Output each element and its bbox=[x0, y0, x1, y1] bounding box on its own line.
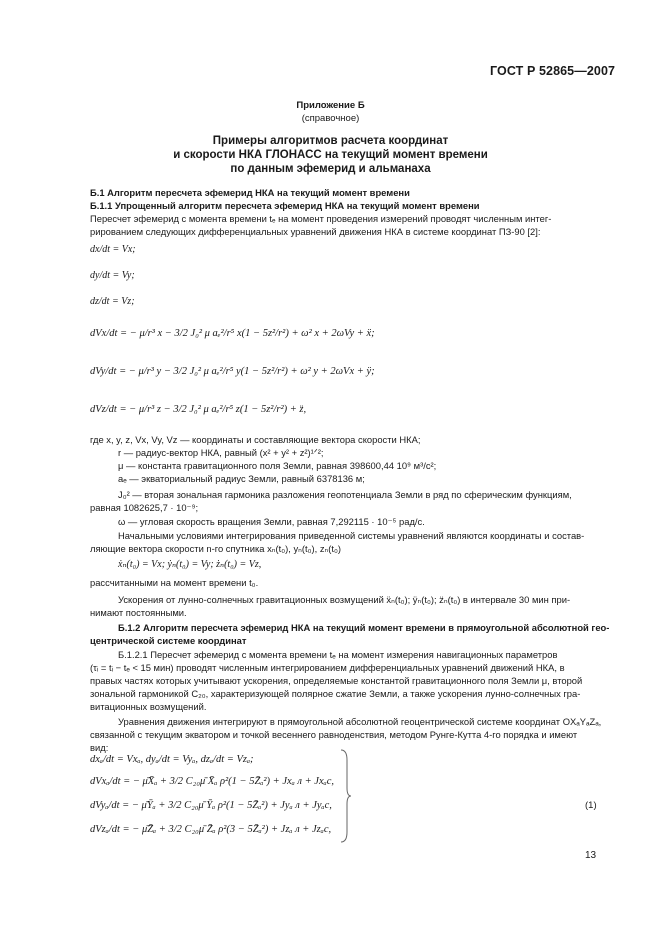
b1221-line-4: зональной гармоникой C₂₀, характеризующей полярное сжатие Земли, а также ускорения лунно-солнечных гра- bbox=[90, 688, 581, 699]
where-line-5: J₀² — вторая зональная гармоника разложения геопотенциала Земли в ряд по сферическим функциям, bbox=[118, 489, 572, 500]
where-line-6: равная 1082625,7 · 10⁻⁹; bbox=[90, 502, 199, 513]
standard-code: ГОСТ Р 52865—2007 bbox=[490, 64, 616, 78]
equation-dy: dy/dt = Vy; bbox=[90, 270, 135, 281]
system-equation-4: dVzₐ/dt = − μ̄Z̄ₐ + 3/2 C₂₀μ̄ Z̄ₐ ρ²(3 − 5Z̄ₐ²) + Jzₐ л + Jzₐc, bbox=[90, 824, 332, 835]
intro-text-line-2: рированием следующих дифференциальных уравнений движения НКА в системе координат ПЗ-90 [2]: bbox=[90, 226, 541, 237]
section-heading-b1: Б.1 Алгоритм пересчета эфемерид НКА на текущий момент времени bbox=[90, 187, 410, 198]
motion-equations-line-3: вид: bbox=[90, 742, 109, 753]
equation-number: (1) bbox=[585, 800, 597, 811]
appendix-label: Приложение Б bbox=[296, 100, 365, 111]
equation-dvy: dVy/dt = − μ/r³ y − 3/2 J₀² μ aₑ²/r⁵ y(1 − 5z²/r²) + ω² y + 2ωVx + ÿ; bbox=[90, 366, 375, 377]
initial-conditions-line-3: рассчитанными на момент времени t₀. bbox=[90, 577, 259, 588]
appendix-title-line-2: и скорости НКА ГЛОНАСС на текущий момент времени bbox=[173, 149, 488, 161]
where-line-2: r — радиус-вектор НКА, равный (x² + y² + z²)¹ᐟ²; bbox=[118, 447, 324, 458]
appendix-title-line-1: Примеры алгоритмов расчета координат bbox=[212, 135, 449, 147]
page-number: 13 bbox=[585, 850, 597, 861]
b1221-line-1: Б.1.2.1 Пересчет эфемерид с момента времени tₑ на момент измерения навигационных параметров bbox=[118, 649, 558, 660]
where-line-1: где x, y, z, Vx, Vy, Vz — координаты и составляющие вектора скорости НКА; bbox=[90, 434, 421, 445]
b1221-line-3: правых частях которых учитывают ускорения, определяемые константой гравитационного поля Земли μ, второй bbox=[90, 675, 583, 686]
lunisolar-line-2: нимают постоянными. bbox=[90, 607, 187, 618]
initial-conditions-line-2: ляющие вектора скорости n-го спутника xₙ(t₀), yₙ(t₀), zₙ(t₀) bbox=[90, 543, 341, 554]
b1221-line-5: витационных возмущений. bbox=[90, 701, 207, 712]
appendix-note: (справочное) bbox=[301, 113, 360, 124]
lunisolar-line-1: Ускорения от лунно-солнечных гравитационных возмущений ẍₙ(t₀); ÿₙ(t₀); z̈ₙ(t₀) в интервале 30 мин при- bbox=[118, 594, 571, 605]
where-line-4: aₑ — экваториальный радиус Земли, равный 6378136 м; bbox=[118, 473, 365, 484]
equation-dx: dx/dt = Vx; bbox=[90, 244, 136, 255]
subsection-heading-b12-line-1: Б.1.2 Алгоритм пересчета эфемерид НКА на текущий момент времени в прямоугольной абсолютной гео- bbox=[118, 622, 610, 633]
motion-equations-line-1: Уравнения движения интегрируют в прямоугольной абсолютной геоцентрической системе координат OXₐYₐZₐ, bbox=[118, 716, 602, 727]
b1221-line-2: (τᵢ = tᵢ − tₑ < 15 мин) проводят численным интегрированием дифференциальных уравнений движений НКА, в bbox=[90, 662, 565, 673]
motion-equations-line-2: связанной с текущим экватором и точкой весеннего равноденствия, методом Рунге-Кутта 4-го порядка и имеют bbox=[90, 729, 578, 740]
where-line-7: ω — угловая скорость вращения Земли, равная 7,292115 · 10⁻⁵ рад/с. bbox=[118, 516, 425, 527]
intro-text-line-1: Пересчет эфемерид с момента времени tₑ на момент проведения измерений проводят численным интег- bbox=[90, 213, 552, 224]
system-equation-1: dxₐ/dt = Vxₐ, dyₐ/dt = Vyₐ, dzₐ/dt = Vzₐ; bbox=[90, 754, 254, 765]
initial-conditions-line-1: Начальными условиями интегрирования приведенной системы уравнений являются координаты и состав- bbox=[118, 530, 585, 541]
where-line-3: μ — константа гравитационного поля Земли, равная 398600,44 10⁹ м³/с²; bbox=[118, 460, 437, 471]
equation-dz: dz/dt = Vz; bbox=[90, 296, 135, 307]
system-equation-3: dVyₐ/dt = − μ̄Ȳₐ + 3/2 C₂₀μ̄ Ȳₐ ρ²(1 − 5Z̄ₐ²) + Jyₐ л + Jyₐc, bbox=[90, 800, 332, 811]
equation-system-brace bbox=[338, 748, 352, 844]
subsection-heading-b12-line-2: центрической системе координат bbox=[90, 635, 247, 646]
appendix-title-line-3: по данным эфемерид и альманаха bbox=[230, 163, 431, 175]
subsection-heading-b11: Б.1.1 Упрощенный алгоритм пересчета эфемерид НКА на текущий момент времени bbox=[90, 200, 480, 211]
equation-dvx: dVx/dt = − μ/r³ x − 3/2 J₀² μ aₑ²/r⁵ x(1 − 5z²/r²) + ω² x + 2ωVy + ẍ; bbox=[90, 328, 375, 339]
system-equation-2: dVxₐ/dt = − μ̄X̄ₐ + 3/2 C₂₀μ̄ X̄ₐ ρ²(1 − 5Z̄ₐ²) + Jxₐ л + Jxₐc, bbox=[90, 776, 334, 787]
initial-conditions-equation: ẋₙ(t₀) = Vx; ẏₙ(t₀) = Vy; żₙ(t₀) = Vz, bbox=[118, 559, 262, 570]
equation-dvz: dVz/dt = − μ/r³ z − 3/2 J₀² μ aₑ²/r⁵ z(1 − 5z²/r²) + z̈, bbox=[90, 404, 307, 415]
